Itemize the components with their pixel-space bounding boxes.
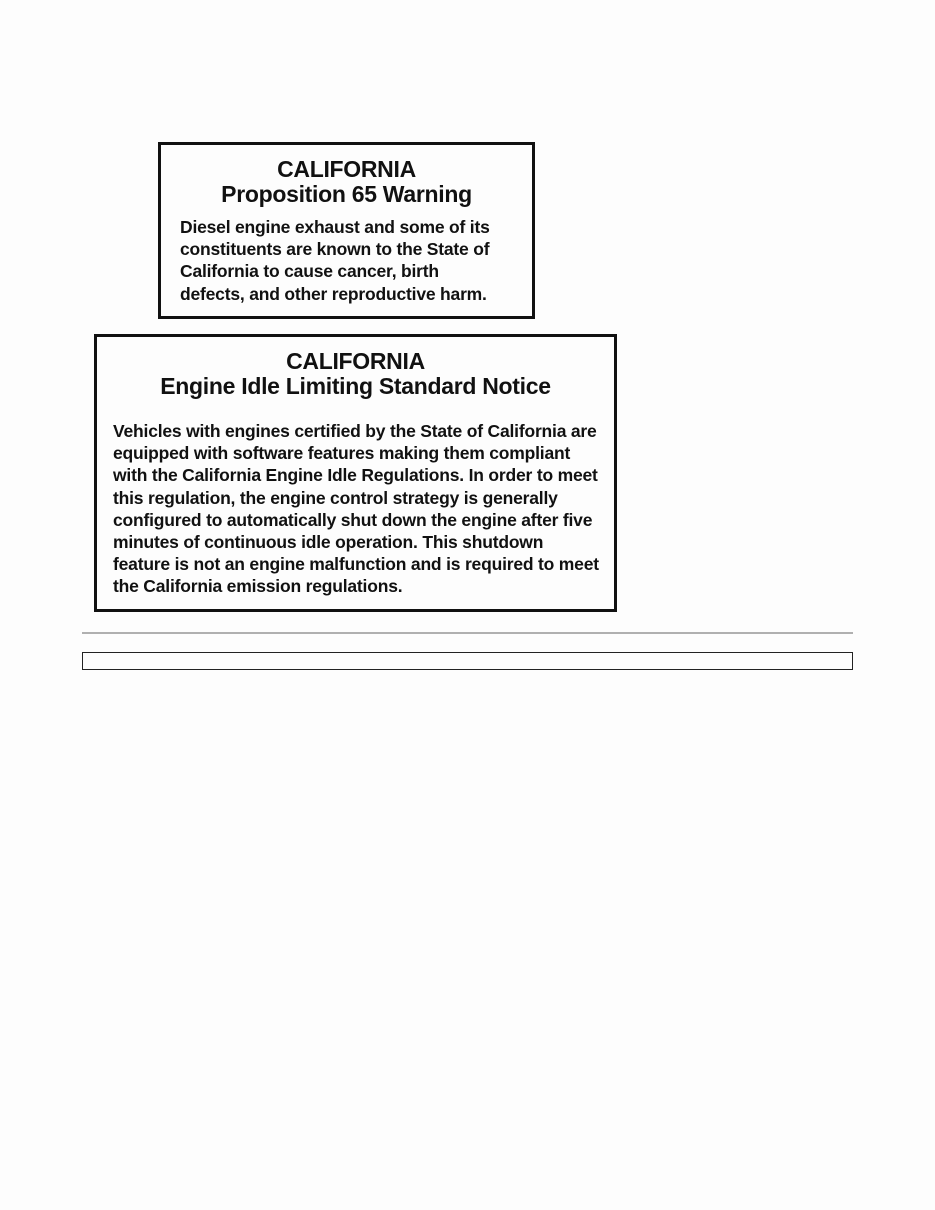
idle-notice-body-line: Vehicles with engines certified by the State of California are [113,421,597,441]
idle-notice-body-line: configured to automatically shut down the engine after five [113,509,593,530]
horizontal-divider [82,632,853,634]
idle-notice-title-name: Engine Idle Limiting Standard Notice [160,373,551,399]
idle-notice-body-line: feature is not an engine malfunction and is required to meet [113,554,599,575]
prop65-heading [161,157,532,207]
idle-notice-body-line: the California emission regulations. [113,576,403,597]
idle-notice-title-state: CALIFORNIA [286,348,425,374]
idle-notice-body-line: this regulation, the engine control strategy is generally [113,487,558,508]
prop65-body-text [180,216,522,305]
idle-notice-body-text [113,420,604,598]
idle-notice-body-line: minutes of continuous idle operation. This shutdown [113,532,544,553]
idle-notice-body-line: equipped with software features making them compliant [113,443,571,464]
prop65-body-line: defects, and other reproductive harm. [180,283,487,304]
idle-limiting-notice-box [94,334,617,612]
idle-notice-heading [97,349,614,399]
prop65-body-line: California to cause cancer, birth [180,261,439,282]
empty-footer-box [82,652,853,670]
prop65-warning-box [158,142,535,319]
prop65-body-line: constituents are known to the State of [180,239,490,260]
idle-notice-body-line: with the California Engine Idle Regulations. In order to meet [113,465,598,486]
prop65-title-name: Proposition 65 Warning [221,181,472,207]
prop65-title-state: CALIFORNIA [277,156,416,182]
prop65-body-line: Diesel engine exhaust and some of its [180,217,490,237]
